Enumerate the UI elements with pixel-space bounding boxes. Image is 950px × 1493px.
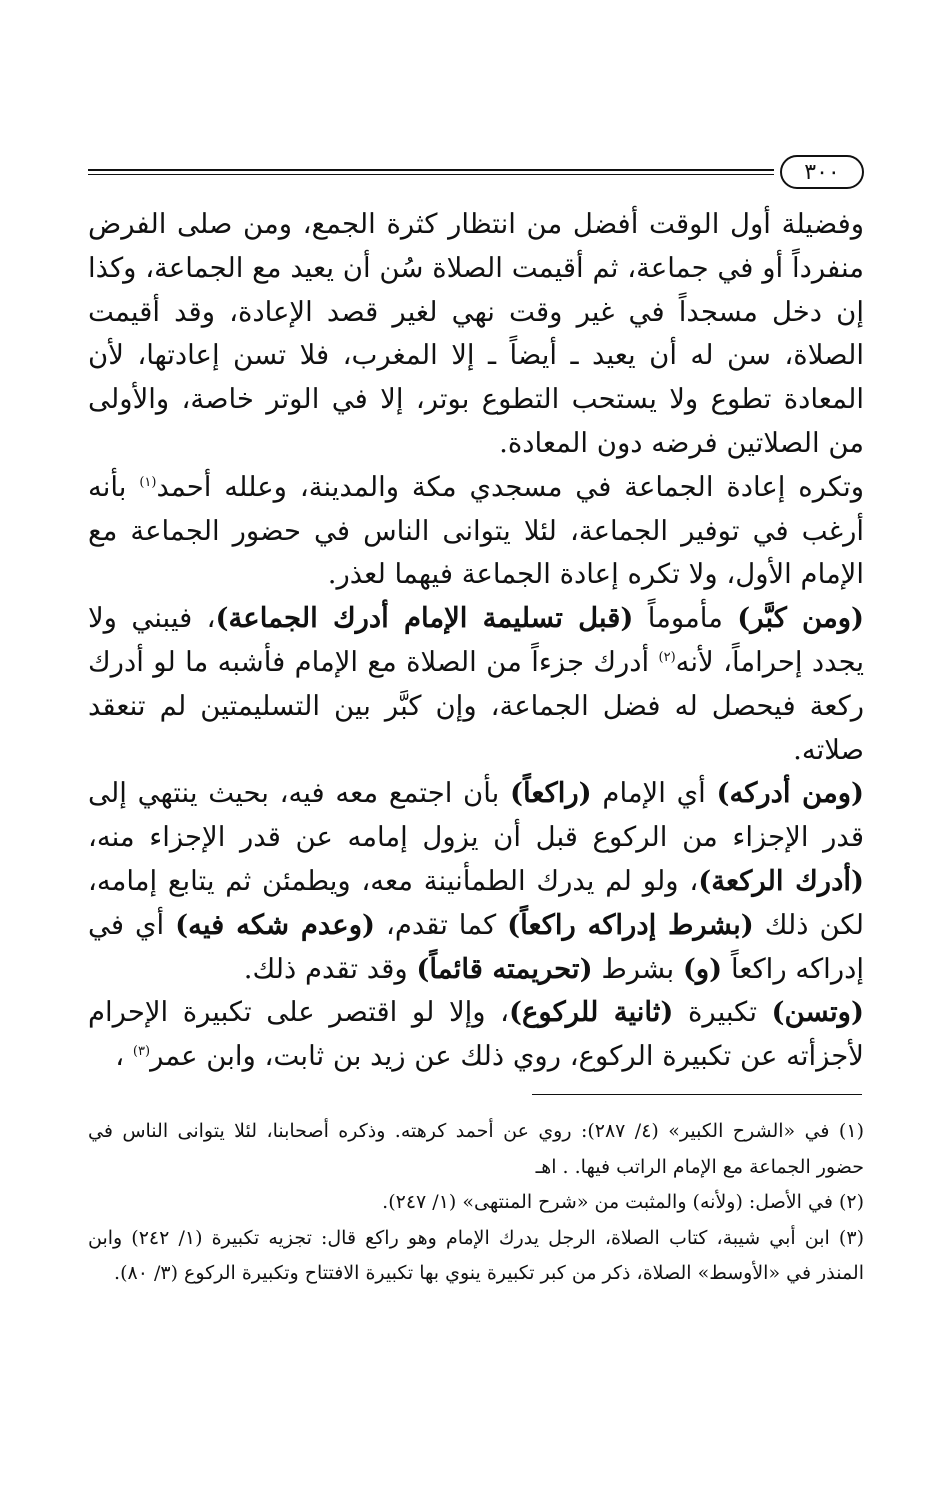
paragraph-text: وقد تقدم ذلك. bbox=[243, 952, 417, 985]
main-text bbox=[88, 203, 864, 1079]
paragraph-text: أي في إدراكه راكعاً bbox=[88, 908, 864, 985]
footnote-3: (٣) ابن أبي شيبة، كتاب الصلاة، الرجل يدرك الإمام وهو راكع قال: تجزيه تكبيرة (١/ ٢٤٢) وابن المنذر في «الأوسط» الصلاة، ذكر من كبر تكبيرة ينوي بها تكبيرة الافتتاح وتكبيرة الركوع (٣/ ٨٠). bbox=[88, 1226, 864, 1284]
paragraph-text: مأموماً bbox=[633, 602, 738, 635]
bold-term: (أدرك الركعة) bbox=[698, 864, 864, 897]
bold-term: (قبل تسليمة الإمام أدرك الجماعة) bbox=[215, 602, 634, 635]
bold-term: (ومن كبَّر) bbox=[737, 602, 865, 635]
paragraph-text: بأن اجتمع معه فيه، بحيث ينتهي إلى قدر الإجزاء من الركوع قبل أن يزول إمامه عن قدر الإجزاء منه، bbox=[88, 777, 864, 854]
footnote-2: (٢) في الأصل: (ولأنه) والمثبت من «شرح المنتهى» (١/ ٢٤٧). bbox=[382, 1191, 864, 1213]
page-number: ٣٠٠ bbox=[780, 155, 864, 189]
paragraph-2 bbox=[88, 466, 864, 597]
paragraph-5 bbox=[88, 991, 864, 1079]
bold-term: (و) bbox=[682, 952, 723, 985]
paragraph-4 bbox=[88, 772, 864, 991]
header-rule-thin bbox=[88, 174, 774, 175]
footnote-ref-1: (١) bbox=[139, 474, 157, 490]
paragraph-text: ، bbox=[115, 1040, 133, 1073]
footnote-1: (١) في «الشرح الكبير» (٤/ ٢٨٧): روي عن أحمد كرهته. وذكره أصحابنا، لئلا يتوانى الناس في حضور الجماعة مع الإمام الراتب فيها. . اهـ bbox=[88, 1120, 864, 1178]
bold-term: (بشرط إدراكه راكعاً) bbox=[507, 908, 754, 941]
page-header bbox=[88, 155, 864, 195]
paragraph-text: ، ولو لم يدرك الطمأنينة معه، ويطمئن ثم يتابع إمامه، لكن ذلك bbox=[88, 864, 864, 941]
paragraph-text: أي الإمام bbox=[591, 777, 717, 810]
footnotes bbox=[88, 1114, 864, 1292]
paragraph-text: بشرط bbox=[592, 952, 683, 985]
paragraph-text: ، وإلا لو اقتصر على تكبيرة الإحرام لأجزأته عن تكبيرة الركوع، روي ذلك عن زيد بن ثابت، وابن عمر bbox=[88, 996, 864, 1073]
paragraph-3 bbox=[88, 597, 864, 772]
bold-term: (ثانية للركوع) bbox=[508, 996, 674, 1029]
bold-term: (وتسن) bbox=[771, 996, 864, 1029]
paragraph-text: أدرك جزءاً من الصلاة مع الإمام فأشبه ما لو أدرك ركعة فيحصل له فضل الجماعة، وإن كبَّر بين التسليمتين لم تنعقد صلاته. bbox=[88, 645, 864, 766]
paragraph-text: وتكره إعادة الجماعة في مسجدي مكة والمدينة، وعلله أحمد bbox=[156, 470, 864, 503]
bold-term: (ومن أدركه) bbox=[716, 777, 865, 810]
paragraph-text: وفضيلة أول الوقت أفضل من انتظار كثرة الجمع، ومن صلى الفرض منفرداً أو في جماعة، ثم أقيمت الصلاة سُن أن يعيد مع الجماعة، وكذا إن دخل مسجداً في غير وقت نهي لغير قصد الإعادة، وقد أقيمت الصلاة، سن له أن يعيد ـ أيضاً ـ إلا المغرب، فلا تسن إعادتها، لأن المعادة تطوع ولا يستحب التطوع بوتر، إلا في الوتر خاصة، والأولى من الصلاتين فرضه دون المعادة. bbox=[88, 208, 864, 459]
footnote-separator bbox=[532, 1094, 862, 1095]
paragraph-text: تكبيرة bbox=[673, 996, 772, 1029]
footnote-ref-3: (٣) bbox=[132, 1043, 151, 1059]
paragraph-text: كما تقدم، bbox=[375, 908, 508, 941]
bold-term: (تحريمته قائماً) bbox=[416, 952, 593, 985]
header-rule bbox=[88, 169, 774, 171]
paragraph-text: بأنه أرغب في توفير الجماعة، لئلا يتوانى الناس في حضور الجماعة مع الإمام الأول، ولا تكره إعادة الجماعة فيهما لعذر. bbox=[88, 470, 864, 591]
bold-term: (راكعاً) bbox=[510, 777, 592, 810]
bold-term: (وعدم شكه فيه) bbox=[175, 908, 376, 941]
paragraph-1 bbox=[88, 203, 864, 466]
footnote-ref-2: (٢) bbox=[658, 649, 676, 665]
paragraph-text: ، فيبني ولا يجدد إحراماً، لأنه bbox=[88, 602, 864, 678]
